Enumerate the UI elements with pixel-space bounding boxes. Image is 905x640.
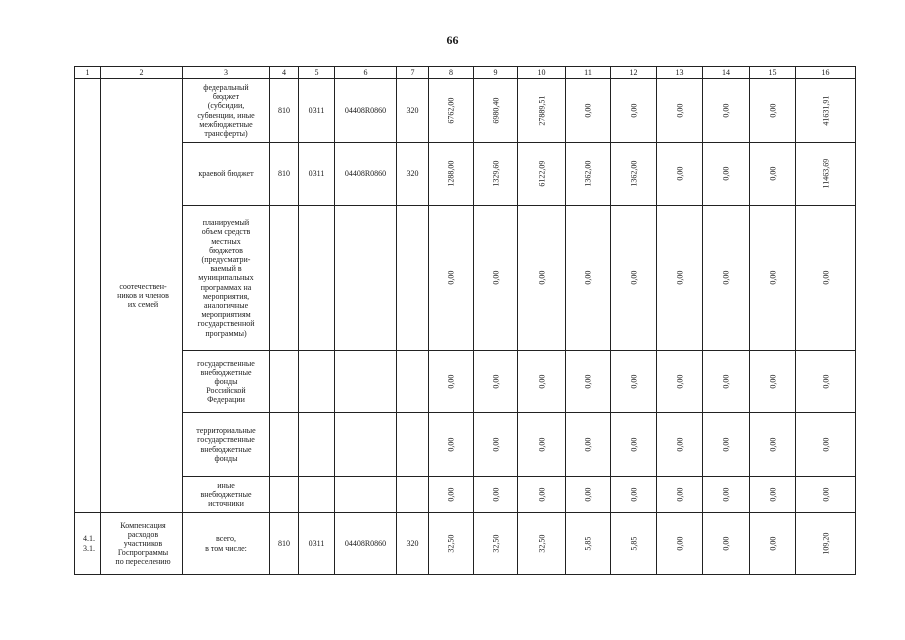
value-cell-9 — [474, 143, 518, 206]
value-cell-10 — [518, 79, 566, 143]
value-cell-14 — [703, 351, 750, 413]
value-cell-8 — [429, 351, 474, 413]
header-cell-9: 9 — [474, 67, 518, 79]
header-cell-14: 14 — [703, 67, 750, 79]
value-cell-15-value: 0,00 — [767, 167, 777, 181]
expense-type-cell: 320 — [397, 79, 429, 143]
value-cell-13-value: 0,00 — [674, 437, 684, 452]
value-cell-16-value: 0,00 — [820, 437, 830, 452]
value-cell-16 — [796, 206, 856, 351]
funding-source-cell: всего, в том числе: — [183, 513, 270, 575]
value-cell-16-value: 11463,69 — [820, 159, 830, 189]
header-cell-7: 7 — [397, 67, 429, 79]
ministry-code-cell — [270, 351, 299, 413]
target-article-cell — [335, 206, 397, 351]
value-cell-14-value: 0,00 — [721, 271, 731, 285]
value-cell-8-value: 1288,00 — [446, 161, 456, 187]
table-row — [75, 351, 856, 413]
expense-type-cell — [397, 206, 429, 351]
value-cell-14 — [703, 143, 750, 206]
header-cell-12: 12 — [611, 67, 657, 79]
value-cell-11 — [566, 477, 611, 513]
value-cell-10-value: 6122,09 — [536, 161, 546, 187]
expense-type-cell — [397, 477, 429, 513]
value-cell-16-value: 0,00 — [820, 374, 830, 389]
value-cell-8 — [429, 79, 474, 143]
value-cell-12-value: 0,00 — [628, 487, 638, 502]
value-cell-8 — [429, 206, 474, 351]
funding-source-cell: иные внебюджетные источники — [183, 477, 270, 513]
value-cell-10 — [518, 413, 566, 477]
header-cell-2: 2 — [101, 67, 183, 79]
measure-name-cell: соотечествен- ников и членов их семей — [101, 79, 183, 513]
value-cell-8-value: 0,00 — [446, 487, 456, 502]
funding-source-cell: планируемый объем средств местных бюджетов (предусматри- ваемый в муниципальных программах на мероприятия, аналогичные мероприятиям государственной программы) — [183, 206, 270, 351]
value-cell-12 — [611, 79, 657, 143]
value-cell-10 — [518, 477, 566, 513]
value-cell-15 — [750, 143, 796, 206]
value-cell-9-value: 1329,60 — [490, 161, 500, 187]
header-cell-3: 3 — [183, 67, 270, 79]
table-row — [75, 206, 856, 351]
value-cell-12 — [611, 143, 657, 206]
value-cell-16 — [796, 143, 856, 206]
ministry-code-cell: 810 — [270, 143, 299, 206]
value-cell-15 — [750, 413, 796, 477]
value-cell-14-value: 0,00 — [721, 374, 731, 389]
value-cell-16-value: 0,00 — [820, 271, 830, 285]
value-cell-9 — [474, 206, 518, 351]
value-cell-12-value: 1362,00 — [628, 161, 638, 187]
value-cell-13 — [657, 143, 703, 206]
ministry-code-cell — [270, 413, 299, 477]
target-article-cell — [335, 351, 397, 413]
value-cell-9 — [474, 79, 518, 143]
target-article-cell: 04408R0860 — [335, 513, 397, 575]
value-cell-11-value: 0,00 — [583, 374, 593, 389]
section-code-cell: 0311 — [299, 143, 335, 206]
header-cell-15: 15 — [750, 67, 796, 79]
value-cell-9-value: 0,00 — [490, 437, 500, 452]
header-cell-5: 5 — [299, 67, 335, 79]
value-cell-12-value: 5,85 — [628, 536, 638, 551]
value-cell-14-value: 0,00 — [721, 487, 731, 502]
value-cell-14 — [703, 413, 750, 477]
value-cell-13 — [657, 477, 703, 513]
value-cell-13 — [657, 413, 703, 477]
value-cell-15-value: 0,00 — [767, 487, 777, 502]
value-cell-8-value: 0,00 — [446, 374, 456, 389]
value-cell-10-value: 32,50 — [536, 534, 546, 553]
value-cell-11-value: 0,00 — [583, 271, 593, 285]
funding-source-cell: краевой бюджет — [183, 143, 270, 206]
value-cell-13-value: 0,00 — [674, 167, 684, 181]
value-cell-9-value: 6980,40 — [490, 97, 500, 124]
value-cell-12 — [611, 413, 657, 477]
value-cell-15 — [750, 513, 796, 575]
expense-type-cell: 320 — [397, 513, 429, 575]
value-cell-11-value: 5,85 — [583, 536, 593, 551]
value-cell-10-value: 0,00 — [536, 271, 546, 285]
header-cell-10: 10 — [518, 67, 566, 79]
value-cell-8-value: 0,00 — [446, 271, 456, 285]
section-code-cell — [299, 206, 335, 351]
value-cell-13-value: 0,00 — [674, 374, 684, 389]
header-cell-6: 6 — [335, 67, 397, 79]
table-row — [75, 79, 856, 143]
value-cell-13-value: 0,00 — [674, 103, 684, 118]
header-cell-4: 4 — [270, 67, 299, 79]
target-article-cell: 04408R0860 — [335, 143, 397, 206]
value-cell-15-value: 0,00 — [767, 437, 777, 452]
value-cell-16-value: 109,20 — [820, 532, 830, 555]
target-article-cell — [335, 477, 397, 513]
value-cell-16 — [796, 351, 856, 413]
value-cell-13-value: 0,00 — [674, 536, 684, 551]
value-cell-11-value: 0,00 — [583, 103, 593, 118]
value-cell-15-value: 0,00 — [767, 103, 777, 118]
header-cell-8: 8 — [429, 67, 474, 79]
value-cell-11 — [566, 351, 611, 413]
value-cell-11 — [566, 143, 611, 206]
value-cell-8-value: 32,50 — [446, 534, 456, 553]
value-cell-13-value: 0,00 — [674, 487, 684, 502]
value-cell-14 — [703, 477, 750, 513]
value-cell-15-value: 0,00 — [767, 536, 777, 551]
row-number-cell: 4.1. 3.1. — [75, 513, 101, 575]
value-cell-11 — [566, 413, 611, 477]
section-code-cell: 0311 — [299, 513, 335, 575]
value-cell-8 — [429, 513, 474, 575]
value-cell-15 — [750, 351, 796, 413]
value-cell-10-value: 0,00 — [536, 374, 546, 389]
table-row — [75, 143, 856, 206]
value-cell-10 — [518, 206, 566, 351]
value-cell-9-value: 0,00 — [490, 487, 500, 502]
value-cell-11-value: 0,00 — [583, 437, 593, 452]
value-cell-13 — [657, 206, 703, 351]
value-cell-9-value: 32,50 — [490, 534, 500, 553]
row-number-cell — [75, 79, 101, 513]
value-cell-12-value: 0,00 — [628, 271, 638, 285]
value-cell-10 — [518, 143, 566, 206]
value-cell-10 — [518, 351, 566, 413]
funding-source-cell: государственные внебюджетные фонды Российской Федерации — [183, 351, 270, 413]
value-cell-11 — [566, 206, 611, 351]
value-cell-14-value: 0,00 — [721, 437, 731, 452]
value-cell-16 — [796, 413, 856, 477]
funding-source-cell: территориальные государственные внебюджетные фонды — [183, 413, 270, 477]
value-cell-16-value: 41631,91 — [820, 95, 830, 126]
value-cell-13-value: 0,00 — [674, 271, 684, 285]
value-cell-10-value: 0,00 — [536, 487, 546, 502]
ministry-code-cell: 810 — [270, 513, 299, 575]
value-cell-10 — [518, 513, 566, 575]
value-cell-14-value: 0,00 — [721, 167, 731, 181]
value-cell-15 — [750, 477, 796, 513]
funding-source-cell: федеральный бюджет (субсидии, субвенции, иные межбюджетные трансферты) — [183, 79, 270, 143]
measure-name-cell: Компенсация расходов участников Госпрограммы по переселению — [101, 513, 183, 575]
budget-table — [74, 66, 856, 575]
value-cell-11 — [566, 79, 611, 143]
value-cell-15-value: 0,00 — [767, 271, 777, 285]
value-cell-8-value: 0,00 — [446, 437, 456, 452]
value-cell-11-value: 0,00 — [583, 487, 593, 502]
value-cell-9-value: 0,00 — [490, 374, 500, 389]
page-number: 66 — [446, 33, 459, 47]
value-cell-8 — [429, 143, 474, 206]
value-cell-10-value: 27889,51 — [536, 95, 546, 126]
value-cell-9 — [474, 413, 518, 477]
target-article-cell: 04408R0860 — [335, 79, 397, 143]
value-cell-14-value: 0,00 — [721, 103, 731, 118]
header-cell-16: 16 — [796, 67, 856, 79]
value-cell-9 — [474, 477, 518, 513]
expense-type-cell — [397, 413, 429, 477]
value-cell-14 — [703, 79, 750, 143]
value-cell-16 — [796, 513, 856, 575]
section-code-cell — [299, 413, 335, 477]
section-code-cell: 0311 — [299, 79, 335, 143]
ministry-code-cell: 810 — [270, 79, 299, 143]
value-cell-16 — [796, 79, 856, 143]
value-cell-12-value: 0,00 — [628, 437, 638, 452]
value-cell-12 — [611, 351, 657, 413]
value-cell-8-value: 6762,00 — [446, 97, 456, 124]
value-cell-14 — [703, 206, 750, 351]
table-row — [75, 413, 856, 477]
value-cell-12 — [611, 477, 657, 513]
value-cell-15-value: 0,00 — [767, 374, 777, 389]
target-article-cell — [335, 413, 397, 477]
value-cell-14-value: 0,00 — [721, 536, 731, 551]
value-cell-9 — [474, 513, 518, 575]
table-row — [75, 477, 856, 513]
value-cell-11-value: 1362,00 — [583, 161, 593, 187]
table-row — [75, 513, 856, 575]
ministry-code-cell — [270, 477, 299, 513]
value-cell-13 — [657, 513, 703, 575]
header-cell-13: 13 — [657, 67, 703, 79]
header-cell-11: 11 — [566, 67, 611, 79]
header-cell-1: 1 — [75, 67, 101, 79]
value-cell-12-value: 0,00 — [628, 103, 638, 118]
value-cell-9 — [474, 351, 518, 413]
value-cell-12 — [611, 206, 657, 351]
value-cell-16 — [796, 477, 856, 513]
value-cell-15 — [750, 79, 796, 143]
value-cell-9-value: 0,00 — [490, 271, 500, 285]
expense-type-cell — [397, 351, 429, 413]
header-row — [75, 67, 856, 79]
value-cell-12-value: 0,00 — [628, 374, 638, 389]
value-cell-11 — [566, 513, 611, 575]
value-cell-13 — [657, 79, 703, 143]
section-code-cell — [299, 477, 335, 513]
ministry-code-cell — [270, 206, 299, 351]
value-cell-10-value: 0,00 — [536, 437, 546, 452]
value-cell-15 — [750, 206, 796, 351]
value-cell-16-value: 0,00 — [820, 487, 830, 502]
value-cell-8 — [429, 477, 474, 513]
value-cell-14 — [703, 513, 750, 575]
value-cell-8 — [429, 413, 474, 477]
value-cell-13 — [657, 351, 703, 413]
expense-type-cell: 320 — [397, 143, 429, 206]
value-cell-12 — [611, 513, 657, 575]
section-code-cell — [299, 351, 335, 413]
